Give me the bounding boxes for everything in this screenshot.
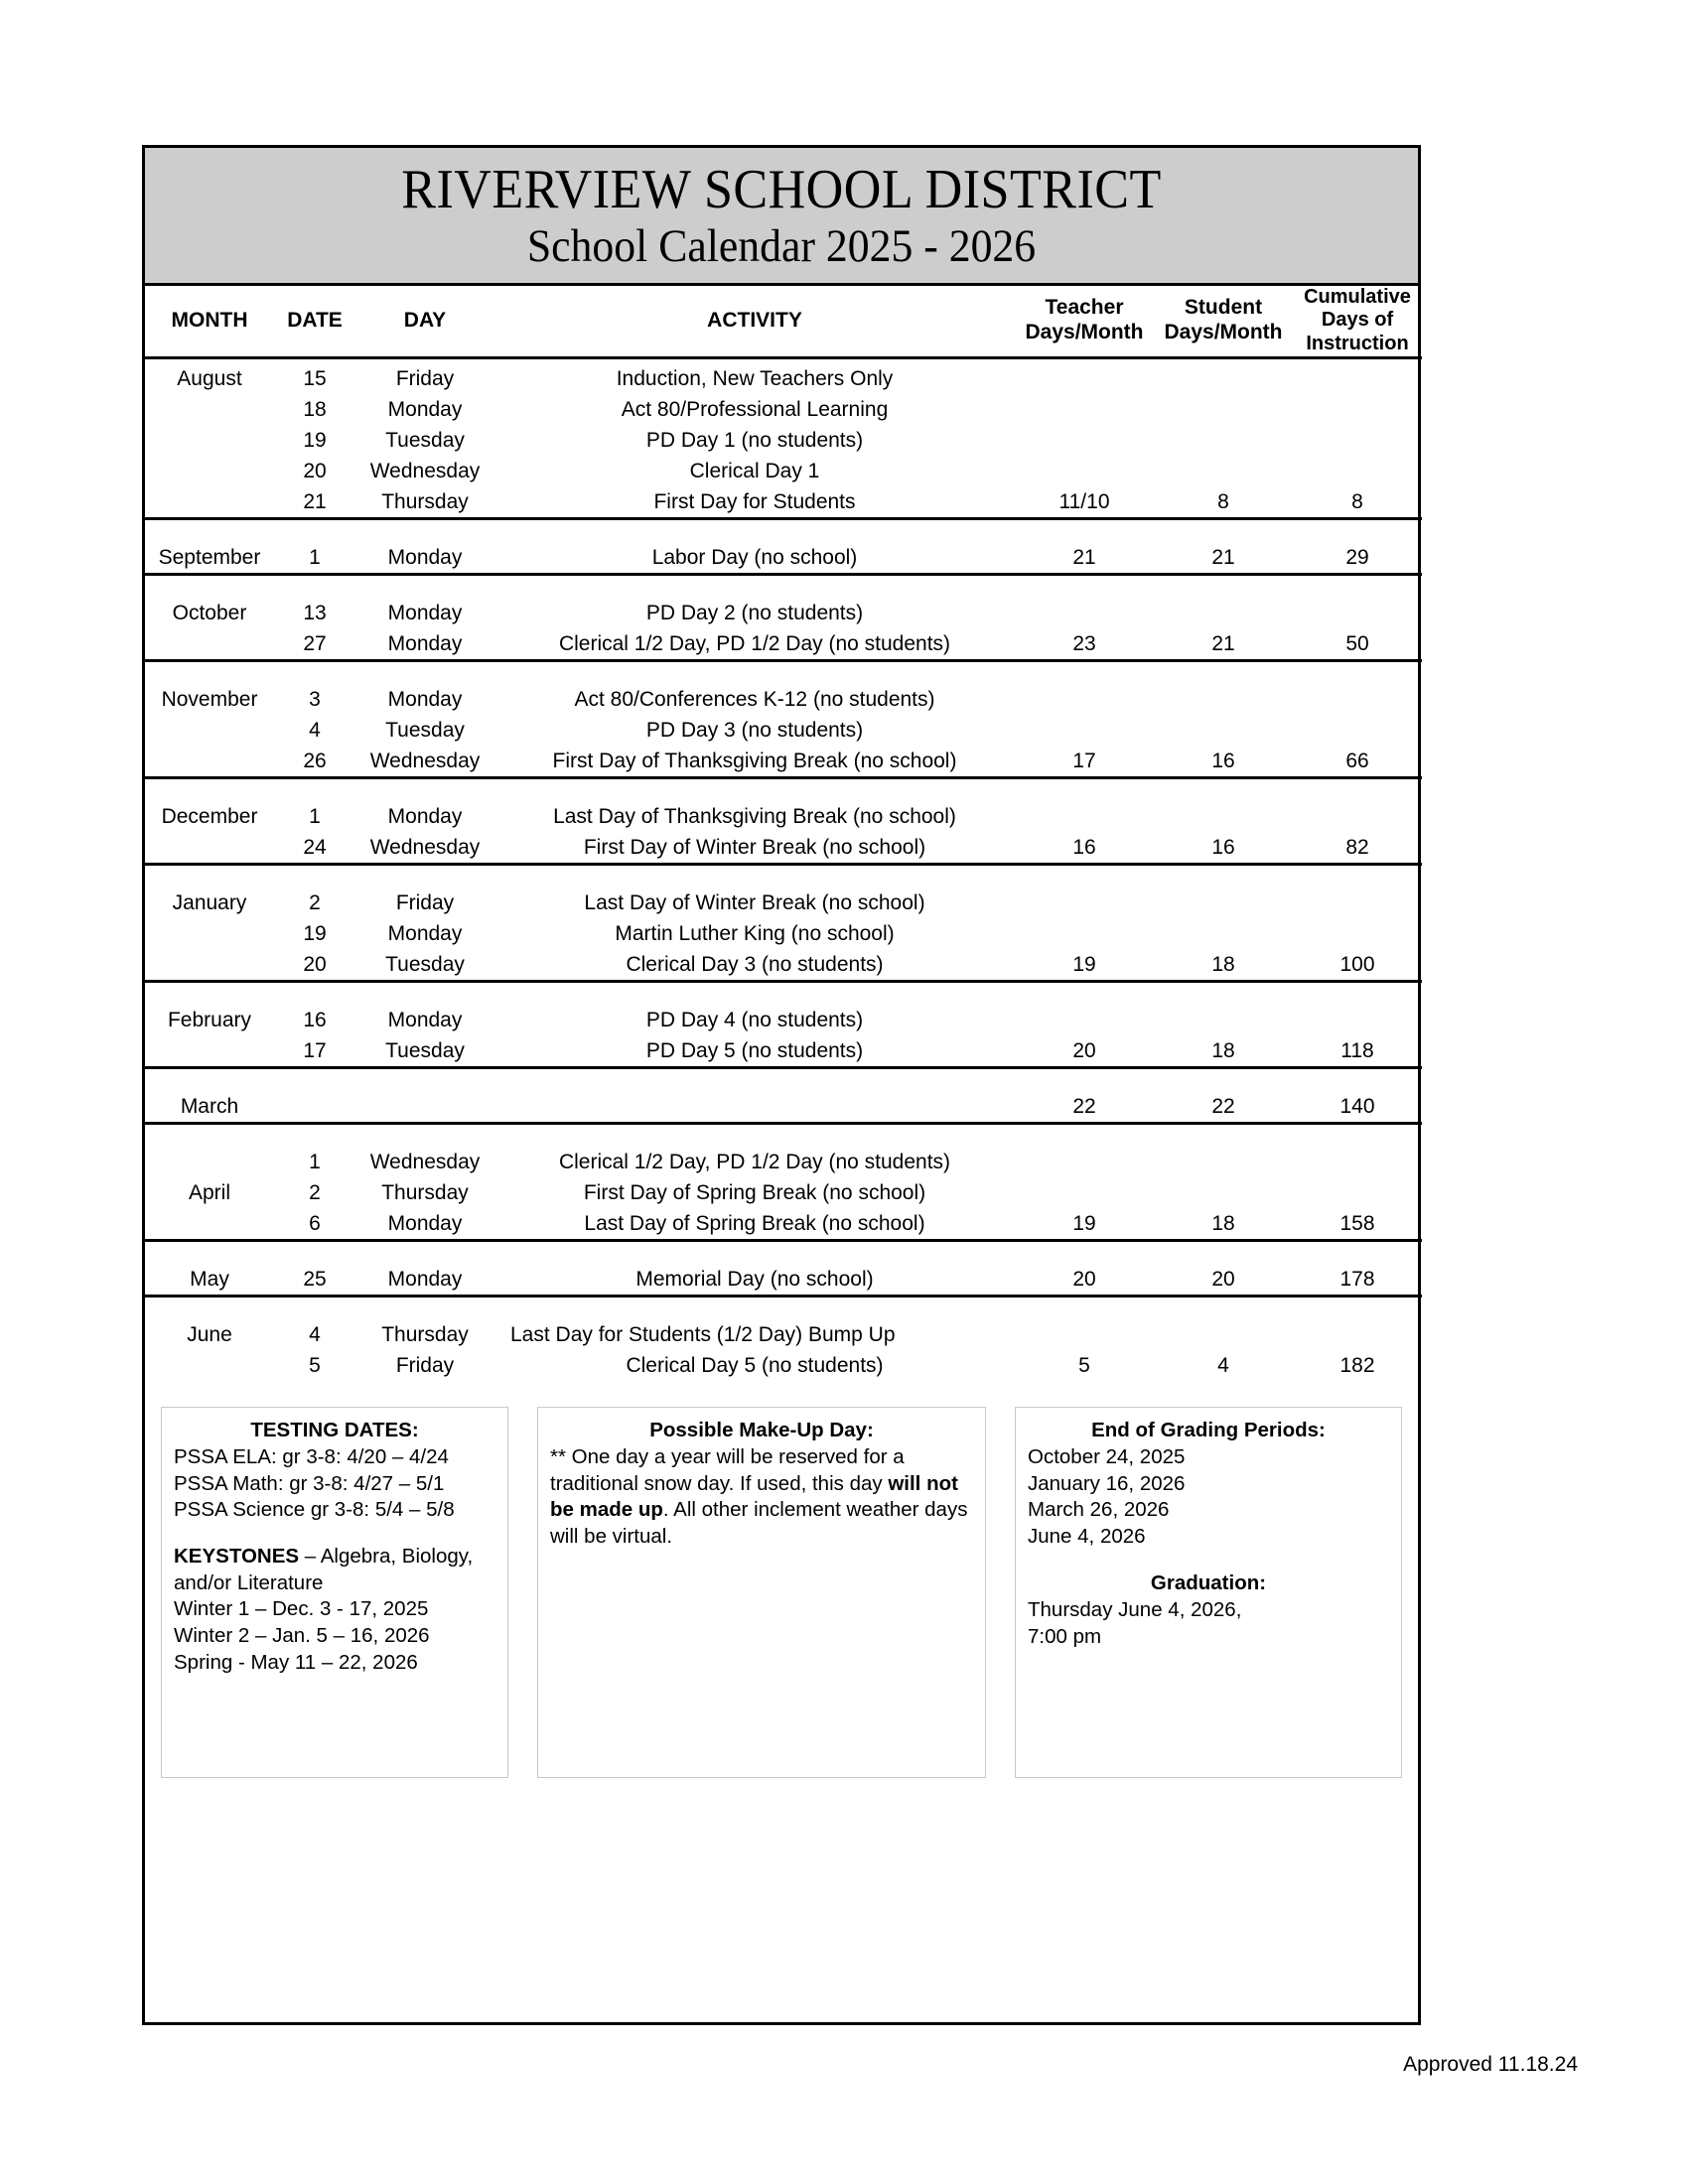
day-cell: Thursday [381,1322,469,1346]
cumulative-days-cell: 29 [1345,545,1369,569]
month-cell: October [172,601,247,624]
activity-cell: Last Day of Winter Break (no school) [584,890,925,914]
activity-cell: Act 80/Professional Learning [621,397,889,421]
table-row [145,918,1422,949]
table-row [145,1208,1422,1241]
table-row [145,1177,1422,1208]
table-row [145,486,1422,519]
cumulative-days-cell [1293,1147,1422,1177]
column-header-teacher-days [1015,286,1154,357]
cumulative-days-cell [1293,1005,1422,1035]
spacer-row [145,574,1422,598]
table-row [145,628,1422,661]
student-days-cell [1154,684,1293,715]
student-days-cell: 18 [1211,952,1235,976]
month-group [145,660,1422,777]
month-group [145,574,1422,660]
date-cell: 2 [309,1180,321,1204]
column-header-date: DATE [287,308,343,332]
activity-cell: Last Day of Thanksgiving Break (no school) [553,804,956,828]
cumulative-line1: Cumulative [1304,285,1411,308]
date-cell: 20 [303,952,327,976]
cumulative-days-cell: 118 [1340,1038,1374,1062]
date-cell: 20 [303,459,327,482]
cumulative-days-cell [1293,425,1422,456]
month-group [145,357,1422,518]
day-cell: Wednesday [369,459,481,482]
activity-cell: Memorial Day (no school) [635,1267,874,1291]
day-cell: Thursday [381,489,469,513]
date-cell: 1 [309,545,321,569]
student-days-cell: 18 [1211,1038,1235,1062]
cumulative-days-cell [1293,715,1422,746]
grading-periods-box [1015,1407,1402,1778]
student-days-cell: 16 [1211,749,1235,772]
day-cell: Tuesday [385,1038,465,1062]
cumulative-line2: Days of [1321,309,1394,332]
student-days-cell [1154,918,1293,949]
table-row [145,456,1422,486]
cumulative-days-cell: 140 [1339,1094,1375,1118]
teacher-days-cell [1015,357,1154,394]
table-row [145,394,1422,425]
info-boxes-region [145,1381,1418,1734]
grading-date-2: January 16, 2026 [1028,1471,1186,1495]
student-days-line1: Student [1184,296,1263,320]
month-cell [145,456,274,486]
activity-cell: PD Day 5 (no students) [645,1038,864,1062]
month-cell [145,949,274,982]
student-days-cell [1154,1177,1293,1208]
testing-spacer [174,1524,495,1544]
pssa-ela-line: PSSA ELA: gr 3-8: 4/20 – 4/24 [174,1445,449,1469]
student-days-line2: Days/Month [1164,321,1283,344]
day-cell: Tuesday [385,718,465,742]
teacher-days-cell [1015,394,1154,425]
month-cell [145,1147,274,1177]
cumulative-days-cell: 178 [1339,1267,1375,1291]
activity-cell: Martin Luther King (no school) [615,921,895,945]
activity-cell: Induction, New Teachers Only [616,366,894,390]
teacher-days-cell: 17 [1072,749,1096,772]
day-cell: Wednesday [369,749,481,772]
month-cell [145,918,274,949]
month-cell: January [172,890,247,914]
table-row [145,542,1422,575]
student-days-cell [1154,801,1293,832]
grading-periods-title: End of Grading Periods: [1091,1418,1326,1441]
month-cell [145,715,274,746]
month-group [145,1240,1422,1296]
activity-cell: Clerical 1/2 Day, PD 1/2 Day (no students) [558,631,951,655]
day-cell: Monday [387,601,463,624]
teacher-days-cell: 20 [1072,1267,1096,1291]
table-row [145,801,1422,832]
cumulative-days-cell [1293,456,1422,486]
table-row [145,1264,1422,1297]
makeup-text-part2: . All other inclement weather days will be virtual. [550,1498,968,1549]
student-days-cell [1154,425,1293,456]
student-days-cell [1154,394,1293,425]
date-cell: 24 [303,835,327,859]
makeup-text-part1: ** One day a year will be reserved for a traditional snow day. If used, this day [550,1445,905,1495]
cumulative-days-cell [1293,394,1422,425]
table-row [145,684,1422,715]
month-cell [145,486,274,519]
activity-cell: PD Day 3 (no students) [645,718,864,742]
date-cell: 27 [303,631,327,655]
teacher-days-cell: 22 [1072,1094,1096,1118]
cumulative-days-cell: 182 [1339,1353,1375,1377]
student-days-cell: 21 [1211,631,1235,655]
grading-spacer [1028,1551,1389,1570]
cumulative-days-cell [1293,918,1422,949]
spacer-row [145,981,1422,1005]
keystone-winter2: Winter 2 – Jan. 5 – 16, 2026 [174,1624,430,1647]
makeup-day-title: Possible Make-Up Day: [649,1418,874,1441]
student-days-cell [1154,1005,1293,1035]
table-row [145,1091,1422,1124]
table-row [145,1319,1422,1350]
month-cell: February [167,1008,252,1031]
day-cell: Wednesday [369,1150,481,1173]
date-cell: 16 [303,1008,327,1031]
cumulative-days-cell: 82 [1345,835,1369,859]
cumulative-days-cell: 66 [1345,749,1369,772]
activity-cell: First Day of Thanksgiving Break (no school) [552,749,957,772]
date-cell: 6 [309,1211,321,1235]
spacer-row [145,1123,1422,1147]
teacher-days-cell [1015,1177,1154,1208]
cumulative-days-cell: 158 [1339,1211,1375,1235]
teacher-days-cell: 21 [1072,545,1096,569]
table-row [145,887,1422,918]
column-header-activity: ACTIVITY [707,308,802,332]
date-cell: 17 [303,1038,327,1062]
student-days-cell [1154,598,1293,628]
month-cell [145,628,274,661]
student-days-cell: 18 [1211,1211,1235,1235]
calendar-title: School Calendar 2025 - 2026 [526,220,1037,273]
grading-date-1: October 24, 2025 [1028,1445,1186,1469]
teacher-days-cell: 19 [1072,952,1096,976]
day-cell: Monday [387,687,463,711]
month-cell: December [161,804,258,828]
spacer-row [145,864,1422,887]
date-cell: 5 [309,1353,321,1377]
graduation-date: Thursday June 4, 2026, [1028,1598,1242,1622]
teacher-days-cell: 20 [1072,1038,1096,1062]
student-days-cell: 4 [1217,1353,1229,1377]
student-days-cell [1154,1319,1293,1350]
table-row [145,746,1422,778]
day-cell: Monday [387,1008,463,1031]
day-cell: Monday [387,545,463,569]
spacer-row [145,777,1422,801]
teacher-days-cell [1015,887,1154,918]
student-days-cell: 16 [1211,835,1235,859]
month-cell [145,746,274,778]
cumulative-days-cell [1293,1319,1422,1350]
document-frame [142,145,1421,2025]
table-row [145,832,1422,865]
cumulative-days-cell [1293,887,1422,918]
spacer-row [145,1296,1422,1319]
month-group [145,1123,1422,1240]
makeup-day-text [550,1444,973,1551]
date-cell: 18 [303,397,327,421]
student-days-cell [1154,456,1293,486]
student-days-cell [1154,715,1293,746]
activity-cell: PD Day 1 (no students) [645,428,864,452]
month-cell [145,1035,274,1068]
teacher-days-cell [1015,801,1154,832]
keystones-rest: – Algebra, Biology, [299,1545,474,1569]
column-header-student-days [1154,286,1293,357]
date-cell: 4 [309,718,321,742]
pssa-science-line: PSSA Science gr 3-8: 5/4 – 5/8 [174,1498,455,1522]
month-cell [145,1208,274,1241]
grading-date-3: March 26, 2026 [1028,1498,1170,1522]
student-days-cell: 22 [1211,1094,1235,1118]
date-cell: 1 [309,804,321,828]
teacher-days-cell [1015,598,1154,628]
day-cell: Monday [387,1267,463,1291]
activity-cell: Clerical 1/2 Day, PD 1/2 Day (no students) [558,1150,951,1173]
graduation-title: Graduation: [1150,1570,1267,1594]
teacher-days-cell: 11/10 [1058,489,1110,513]
teacher-days-cell [1015,1319,1154,1350]
day-cell: Friday [395,366,455,390]
month-group [145,1067,1422,1123]
student-days-cell: 21 [1211,545,1235,569]
student-days-cell [1154,887,1293,918]
teacher-days-cell [1015,1005,1154,1035]
teacher-days-cell [1015,456,1154,486]
testing-dates-box [161,1407,508,1778]
teacher-days-cell [1015,1147,1154,1177]
teacher-days-cell: 5 [1078,1353,1090,1377]
month-cell [145,394,274,425]
date-cell [274,1091,355,1124]
table-row [145,1035,1422,1068]
cumulative-line3: Instruction [1306,332,1409,354]
student-days-cell: 8 [1217,489,1229,513]
day-cell: Monday [387,804,463,828]
testing-dates-title: TESTING DATES: [250,1418,419,1441]
keystones-line2: and/or Literature [174,1570,324,1594]
student-days-cell [1154,1147,1293,1177]
calendar-table [145,286,1422,1381]
teacher-days-cell: 16 [1072,835,1096,859]
cumulative-days-cell [1293,357,1422,394]
month-group [145,518,1422,574]
teacher-days-cell [1015,715,1154,746]
month-cell: April [188,1180,230,1204]
activity-cell [494,1091,1015,1124]
month-group [145,864,1422,981]
activity-cell: PD Day 4 (no students) [645,1008,864,1031]
activity-cell: First Day of Winter Break (no school) [583,835,926,859]
grading-date-4: June 4, 2026 [1028,1525,1146,1549]
day-cell: Monday [387,1211,463,1235]
spacer-row [145,660,1422,684]
teacher-days-line1: Teacher [1045,296,1124,320]
graduation-time: 7:00 pm [1028,1625,1102,1648]
teacher-days-cell [1015,918,1154,949]
cumulative-days-cell: 50 [1345,631,1369,655]
month-cell: September [158,545,261,569]
table-row [145,425,1422,456]
date-cell: 3 [309,687,321,711]
pssa-math-line: PSSA Math: gr 3-8: 4/27 – 5/1 [174,1471,445,1495]
teacher-days-cell [1015,684,1154,715]
teacher-days-line2: Days/Month [1025,321,1144,344]
date-cell: 4 [309,1322,321,1346]
cumulative-days-cell [1293,1177,1422,1208]
student-days-cell [1154,357,1293,394]
teacher-days-cell: 19 [1072,1211,1096,1235]
approved-footer: Approved 11.18.24 [1403,2053,1578,2076]
date-cell: 15 [303,366,327,390]
day-cell: Thursday [381,1180,469,1204]
day-cell: Tuesday [385,952,465,976]
day-cell [355,1091,494,1124]
activity-cell: PD Day 2 (no students) [645,601,864,624]
column-header-cumulative-days [1293,286,1422,357]
table-row [145,1350,1422,1381]
activity-cell: First Day of Spring Break (no school) [583,1180,926,1204]
keystones-line [174,1544,495,1570]
table-row [145,949,1422,982]
activity-cell: Act 80/Conferences K-12 (no students) [574,687,935,711]
month-cell: November [161,687,258,711]
month-cell [145,425,274,456]
column-header-day: DAY [403,308,447,332]
activity-cell: Last Day for Students (1/2 Day) Bump Up [510,1322,896,1346]
day-cell: Friday [395,1353,455,1377]
date-cell: 25 [303,1267,327,1291]
table-row [145,598,1422,628]
activity-cell: Clerical Day 5 (no students) [626,1353,884,1377]
teacher-days-cell [1015,425,1154,456]
district-title: RIVERVIEW SCHOOL DISTRICT [401,159,1162,220]
cumulative-days-cell: 8 [1351,489,1363,513]
student-days-cell: 20 [1211,1267,1235,1291]
makeup-bold-text: will not be made up [550,1471,958,1522]
table-row [145,1005,1422,1035]
table-row [145,715,1422,746]
keystone-winter1: Winter 1 – Dec. 3 - 17, 2025 [174,1597,429,1621]
cumulative-days-cell: 100 [1339,952,1375,976]
day-cell: Monday [387,921,463,945]
day-cell: Monday [387,397,463,421]
month-cell [145,832,274,865]
makeup-day-box [537,1407,986,1778]
spacer-row [145,1067,1422,1091]
date-cell: 1 [309,1150,321,1173]
spacer-row [145,518,1422,542]
table-row [145,1147,1422,1177]
month-group [145,981,1422,1067]
keystones-label: KEYSTONES [174,1545,300,1569]
table-header [145,286,1422,357]
day-cell: Wednesday [369,835,481,859]
month-group [145,777,1422,864]
month-cell: June [187,1322,232,1346]
date-cell: 19 [303,428,327,452]
table-row [145,357,1422,394]
day-cell: Friday [395,890,455,914]
month-cell: March [180,1094,239,1118]
month-group [145,1296,1422,1381]
activity-cell: Last Day of Spring Break (no school) [584,1211,925,1235]
month-cell: August [177,366,242,390]
date-cell: 19 [303,921,327,945]
activity-cell: Clerical Day 3 (no students) [626,952,884,976]
month-cell: May [190,1267,229,1291]
activity-cell: Clerical Day 1 [689,459,820,482]
cumulative-days-cell [1293,684,1422,715]
date-cell: 13 [303,601,327,624]
day-cell: Tuesday [385,428,465,452]
date-cell: 2 [309,890,321,914]
activity-cell: First Day for Students [653,489,856,513]
day-cell: Monday [387,631,463,655]
month-cell [145,1350,274,1381]
teacher-days-cell: 23 [1072,631,1096,655]
activity-cell: Labor Day (no school) [651,545,858,569]
date-cell: 21 [303,489,327,513]
cumulative-days-cell [1293,801,1422,832]
keystone-spring: Spring - May 11 – 22, 2026 [174,1650,418,1674]
title-banner [145,148,1418,286]
cumulative-days-cell [1293,598,1422,628]
column-header-month: MONTH [171,308,248,332]
date-cell: 26 [303,749,327,772]
spacer-row [145,1240,1422,1264]
